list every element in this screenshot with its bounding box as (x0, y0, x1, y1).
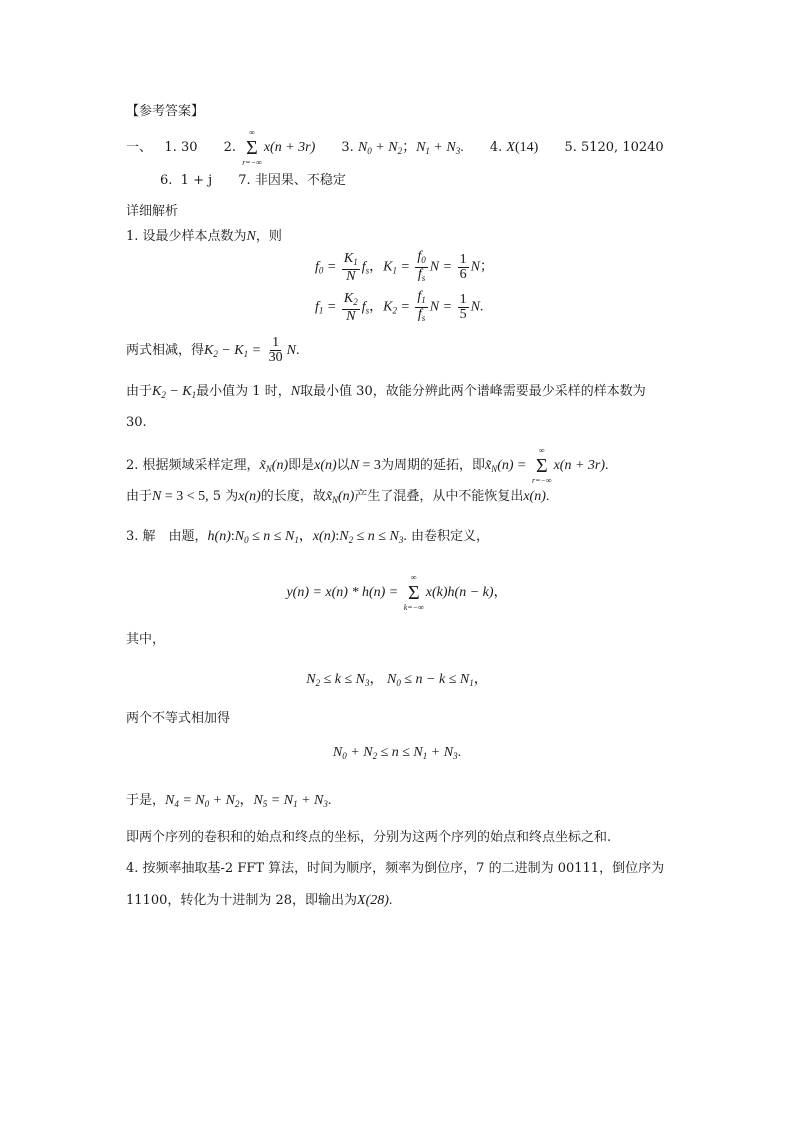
q3-where: 其中， (126, 632, 166, 647)
q3-add-text: 两个不等式相加得 (126, 711, 231, 726)
q1-conclusion-end: 30. (126, 415, 147, 430)
q2-line-2: 由于N = 3 < 5, 5 为x(n)的长度，故$x̃_N(n)$产生了混叠，从中不能恢复出x(n). (126, 489, 550, 505)
answer-4-formula: X(14) (506, 140, 539, 156)
q1-intro: 1. 设最少样本点数为N，则 (126, 229, 282, 244)
q1-conclusion: 由于$K_2 - K_1$最小值为 1 时，N取最小值 30，故能分辨此两个谱峰需要最少采样的样本数为 (126, 384, 646, 400)
answer-6-label: 6. (160, 173, 173, 188)
q1-difference: 两式相减，得$K_2 - K_1$ = $\frac{1}{30}$ N. (126, 335, 300, 366)
answer-heading: 【参考答案】 (126, 104, 205, 119)
q3-summary: 即两个序列的卷积和的始点和终点的坐标，分别为这两个序列的始点和终点坐标之和. (126, 830, 612, 845)
q3-inequalities: $N_2 \le k \le N_3$， $N_0 \le n - k \le N_1$， (306, 672, 488, 688)
answer-2-formula: ∞ Σ r=−∞ x(n + 3r) (242, 128, 316, 167)
detail-title: 详细解析 (126, 204, 179, 219)
answer-3-label: 3. (341, 140, 354, 156)
answer-6-value: 1 + j (180, 173, 213, 188)
answers-line-2 (160, 172, 346, 190)
q2-line-1: 2. 根据频域采样定理，$x̃_N(n)$即是x(n)以N = 3为周期的延拓，即$x̃_N(n)$ = ∞ Σ r=−∞ x(n + 3r). (126, 446, 609, 485)
q3-line-1: 3. 解 由题，$h(n):N_0 \le n \le N_1$，$x(n):N_2 \le n \le N_3$. 由卷积定义， (126, 529, 489, 545)
answers-prefix: 一、 (126, 140, 153, 156)
q3-result: 于是，$N_4 = N_0 + N_2$，$N_5 = N_1 + N_3$. (126, 793, 332, 809)
q3-sum-inequality: $N_0 + N_2 \le n \le N_1 + N_3$. (332, 745, 462, 761)
q4-line-2: 11100，转化为十进制为 28，即输出为X(28). (126, 893, 393, 908)
q4-line-1: 4. 按频率抽取基-2 FFT 算法，时间为顺序，频率为倒位序，7 的二进制为 00111，倒位序为 (126, 861, 665, 876)
answer-7: 7. 非因果、不稳定 (238, 173, 346, 188)
q3-convolution-formula: y(n) = x(n) * h(n) = ∞ Σ k=−∞ x(k)h(n − k)， (286, 573, 508, 612)
answer-1: 1. 30 (164, 140, 198, 156)
answers-line-1 (126, 128, 664, 168)
answer-4-label: 4. (489, 140, 503, 156)
answer-3-formula: $N_0 + N_2$；$N_1 + N_3$. (357, 140, 464, 157)
answer-2-label: 2. (223, 140, 237, 156)
q1-formula-1: $f_0$ = $\frac{K_1}{N}$ $f_s$，$K_1$ = $\frac{f_0}{f_s}$ N = $\frac{1}{6}$ N； (315, 249, 494, 284)
q1-formula-2: $f_1$ = $\frac{K_2}{N}$ $f_s$，$K_2$ = $\frac{f_1}{f_s}$ N = $\frac{1}{5}$ N. (315, 289, 484, 324)
answer-5: 5. 5120, 10240 (564, 140, 664, 156)
